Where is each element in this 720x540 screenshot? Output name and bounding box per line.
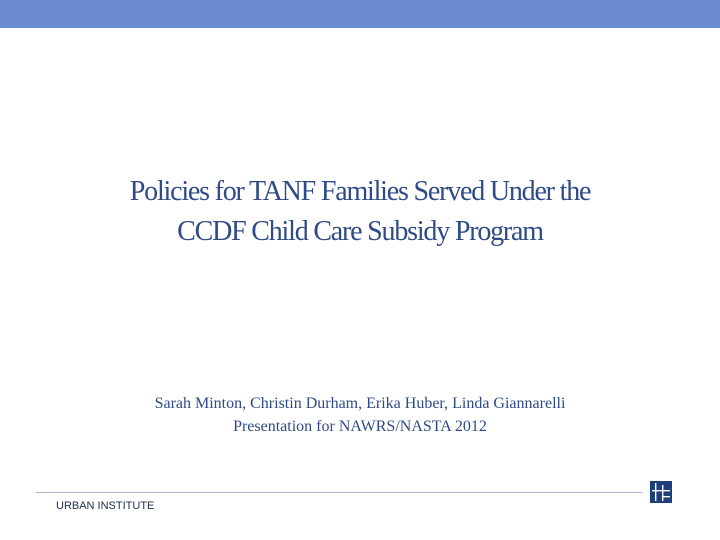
footer-divider <box>36 492 642 493</box>
top-accent-bar <box>0 0 720 28</box>
urban-institute-logo-icon <box>650 481 672 503</box>
title-line-1: Policies for TANF Families Served Under the <box>129 176 591 207</box>
slide-subtitle <box>40 392 680 438</box>
slide-title <box>40 172 680 252</box>
title-line-2: CCDF Child Care Subsidy Program <box>177 216 543 247</box>
footer-organization: URBAN INSTITUTE <box>56 500 155 512</box>
authors-line: Sarah Minton, Christin Durham, Erika Huber, Linda Giannarelli <box>154 395 566 412</box>
presentation-line: Presentation for NAWRS/NASTA 2012 <box>233 418 487 435</box>
